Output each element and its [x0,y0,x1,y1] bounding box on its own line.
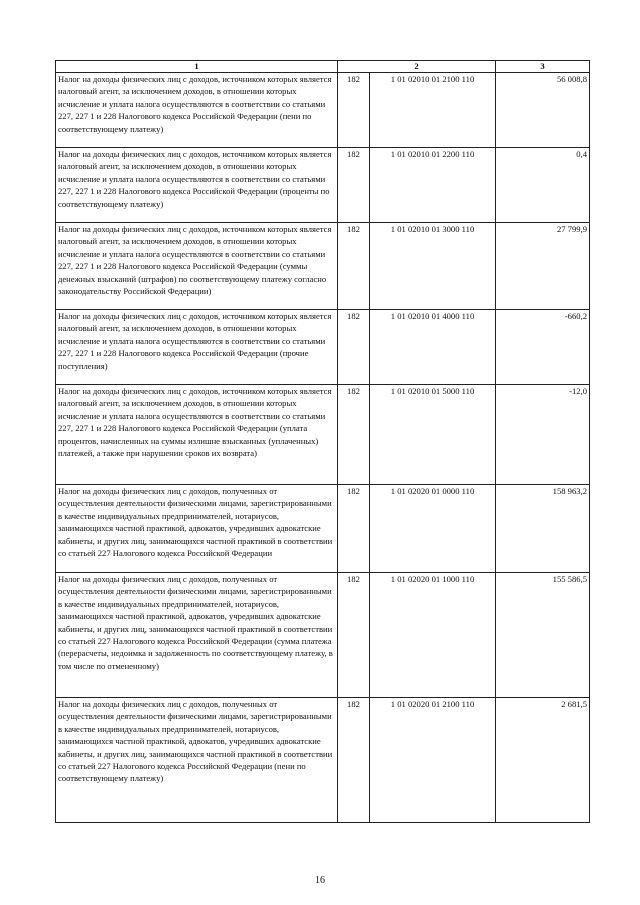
table-row [56,698,590,823]
row-amount: -660,2 [496,310,590,385]
row-budget-code: 1 01 02020 01 1000 110 [370,573,496,698]
table-row [56,223,590,310]
table-row [56,385,590,485]
row-amount: 2 681,5 [496,698,590,823]
row-budget-code: 1 01 02010 01 3000 110 [370,223,496,310]
table-row [56,148,590,223]
row-name: Налог на доходы физических лиц с доходов, источником которых является налоговый агент, за исключением доходов, в отношении которых исчисление и уплата налога осуществляются в соответствии со статьями 227, 227 1 и 228 Налогового кодекса Российской Федерации (суммы денежных взысканий (штрафов) по соответствующему платежу согласно законодательству Российской Федерации) [56,223,338,310]
table-row [56,485,590,573]
row-amount: 0,4 [496,148,590,223]
row-admin-code: 182 [338,573,370,698]
row-admin-code: 182 [338,148,370,223]
row-amount: 56 008,8 [496,73,590,148]
budget-revenue-table [55,60,590,823]
row-budget-code: 1 01 02010 01 5000 110 [370,385,496,485]
row-amount: 27 799,9 [496,223,590,310]
row-budget-code: 1 01 02010 01 2100 110 [370,73,496,148]
row-amount: 155 586,5 [496,573,590,698]
row-budget-code: 1 01 02020 01 2100 110 [370,698,496,823]
row-admin-code: 182 [338,385,370,485]
row-budget-code: 1 01 02020 01 0000 110 [370,485,496,573]
row-name: Налог на доходы физических лиц с доходов, источником которых является налоговый агент, за исключением доходов, в отношении которых исчисление и уплата налога осуществляются в соответствии со статьями 227, 227 1 и 228 Налогового кодекса Российской Федерации (прочие поступления) [56,310,338,385]
row-amount: -12,0 [496,385,590,485]
row-admin-code: 182 [338,310,370,385]
row-name: Налог на доходы физических лиц с доходов, источником которых является налоговый агент, за исключением доходов, в отношении которых исчисление и уплата налога осуществляются в соответствии со статьями 227, 227 1 и 228 Налогового кодекса Российской Федерации (уплата процентов, начисленных на суммы излишне взысканных (уплаченных) платежей, а также при нарушении сроков их возврата) [56,385,338,485]
header-col-2: 2 [338,61,496,73]
row-budget-code: 1 01 02010 01 2200 110 [370,148,496,223]
row-admin-code: 182 [338,73,370,148]
row-admin-code: 182 [338,485,370,573]
table-row [56,573,590,698]
row-name: Налог на доходы физических лиц с доходов, полученных от осуществления деятельности физическими лицами, зарегистрированными в качестве индивидуальных предпринимателей, нотариусов, занимающихся частной практикой, адвокатов, учредивших адвокатские кабинеты, и других лиц, занимающихся частной практикой в соответствии со статьей 227 Налогового кодекса Российской Федерации (сумма платежа (перерасчеты, недоимка и задолженность по соответствующему платежу, в том числе по отмененному) [56,573,338,698]
header-col-1: 1 [56,61,338,73]
row-amount: 158 963,2 [496,485,590,573]
row-admin-code: 182 [338,223,370,310]
row-admin-code: 182 [338,698,370,823]
row-name: Налог на доходы физических лиц с доходов, источником которых является налоговый агент, за исключением доходов, в отношении которых исчисление и уплата налога осуществляются в соответствии со статьями 227, 227 1 и 228 Налогового кодекса Российской Федерации (пени по соответствующему платежу) [56,73,338,148]
row-name: Налог на доходы физических лиц с доходов, полученных от осуществления деятельности физическими лицами, зарегистрированными в качестве индивидуальных предпринимателей, нотариусов, занимающихся частной практикой, адвокатов, учредивших адвокатские кабинеты, и других лиц, занимающихся частной практикой в соответствии со статьей 227 Налогового кодекса Российской Федерации [56,485,338,573]
row-budget-code: 1 01 02010 01 4000 110 [370,310,496,385]
table-row [56,73,590,148]
table-header-row [56,61,590,73]
page-number: 16 [315,875,325,886]
row-name: Налог на доходы физических лиц с доходов, источником которых является налоговый агент, за исключением доходов, в отношении которых исчисление и уплата налога осуществляются в соответствии со статьями 227, 227 1 и 228 Налогового кодекса Российской Федерации (проценты по соответствующему платежу) [56,148,338,223]
table-row [56,310,590,385]
row-name: Налог на доходы физических лиц с доходов, полученных от осуществления деятельности физическими лицами, зарегистрированными в качестве индивидуальных предпринимателей, нотариусов, занимающихся частной практикой, адвокатов, учредивших адвокатские кабинеты, и других лиц, занимающихся частной практикой в соответствии со статьей 227 Налогового кодекса Российской Федерации (пени по соответствующему платежу) [56,698,338,823]
header-col-3: 3 [496,61,590,73]
